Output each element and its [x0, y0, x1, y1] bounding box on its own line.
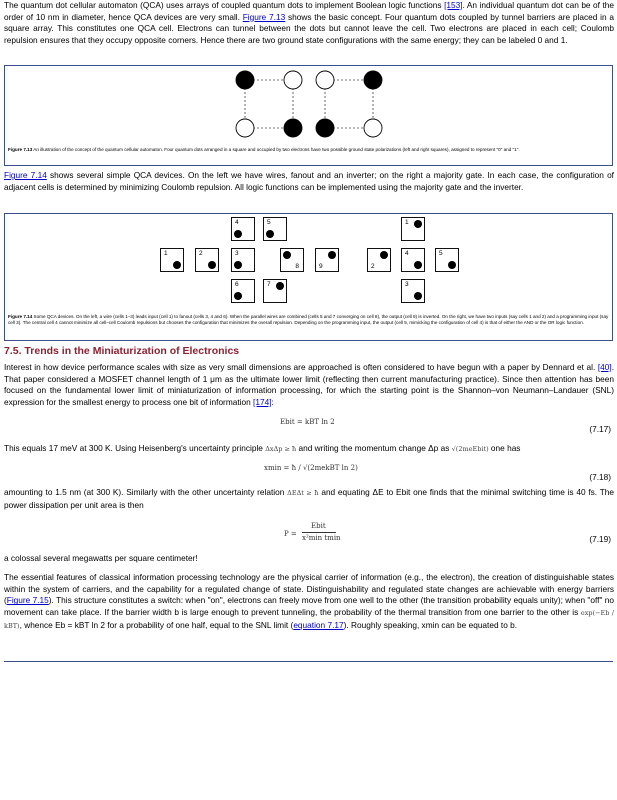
- paragraph-switching-time: amounting to 1.5 nm (at 300 K). Similarly with the other uncertainty relation ΔEΔt ≥ ħ and equating ΔE to Ebit one finds that the minimal switching time is 40 fs. The power dissipation per unit area is then: [4, 487, 614, 510]
- equation-expression: xmin = ħ / √(2mekBT ln 2): [264, 464, 358, 472]
- figure-7-14-link[interactable]: Figure 7.14: [4, 170, 47, 180]
- empty-dot: [236, 119, 254, 137]
- qca-cell: 1: [160, 248, 184, 272]
- empty-dot: [364, 119, 382, 137]
- qca-cell: 5: [435, 248, 459, 272]
- inline-formula: exp(−Eb / kBT): [4, 609, 615, 630]
- inline-formula: ΔxΔp ≥ ħ: [265, 445, 297, 453]
- qca-cell: 1: [401, 217, 425, 241]
- equation-number: (7.19): [589, 534, 611, 544]
- paragraph-miniaturization: Interest in how device performance scales with size as very small dimensions are approached is often considered to have begun with a paper by Dennard et al. [40]. That paper considered a MOSFET channel length of 1 μm as the ultimate lower limit (reflecting then current manufacturing practice). Since then attention has been focused on the fundamental lower limit of miniaturization of information processing, for which the starting point is the Shannon–von Neumann–Landauer (SNL) expression for the smallest energy to process one bit of information [174]:: [4, 362, 614, 408]
- qca-cell: 7: [263, 279, 287, 303]
- equation-number: (7.18): [589, 472, 611, 482]
- section-heading: 7.5. Trends in the Miniaturization of Electronics: [4, 345, 240, 357]
- electron-dot: [364, 71, 382, 89]
- qca-cell: 4: [401, 248, 425, 272]
- qca-cell: 6: [231, 279, 255, 303]
- equation-7-17: [4, 416, 614, 438]
- figure-7-13: [4, 65, 613, 166]
- qca-cell: 8: [280, 248, 304, 272]
- qca-cell: 4: [231, 217, 255, 241]
- figure-7-14: [4, 213, 613, 341]
- empty-dot: [316, 71, 334, 89]
- figure-7-14-caption: Figure 7.14 Some QCA devices. On the left, a wire (cells 1–3) leads input (cell 1) to fanout (cells 3, 4 and 6). When the parallel wires are combined (cells 5 and 7 converging on cell 8), the output (cell 9) is inverted. On the right, we have two inputs (say cells 1 and 2) and a programming input (say cell 3). The central cell 4 cannot minimize all cell–cell Coulomb repulsions but chooses the configuration that minimizes the overall repulsion. Depending on the programming input, the output (cell 5, mimicking the configuration of cell 4) is that of either the AND or the OR logic function.: [8, 314, 609, 326]
- equation-denominator: x²min tmin: [302, 534, 341, 542]
- equation-expression: Ebit = kBT ln 2: [280, 418, 335, 426]
- inline-formula: ΔEΔt ≥ ħ: [287, 489, 319, 497]
- figure-7-13-link[interactable]: Figure 7.13: [242, 11, 286, 22]
- equation-7-18: [4, 462, 614, 484]
- electron-dot: [236, 71, 254, 89]
- equation-7-19: [4, 520, 614, 550]
- figure-7-13-caption: Figure 7.13 An illustration of the concept of the quantum cellular automaton. Four quantum dots arranged in a square and occupied by two electrons have two possible ground state polarizations (left and right squares), assigned to represent "0" and "1".: [8, 147, 520, 152]
- qca-cell: 5: [263, 217, 287, 241]
- qca-cells-diagram: [5, 66, 614, 146]
- qca-cell: 3: [401, 279, 425, 303]
- paragraph-qca-intro: The quantum dot cellular automaton (QCA) uses arrays of coupled quantum dots to implement Boolean logic functions [153]. An individual quantum dot can be of the order of 10 nm in diameter, hence QCA devices are very small. Figure 7.13 shows the basic concept. Four quantum dots coupled by tunnel barriers are placed in a square array. This constitutes one QCA cell. Electrons can tunnel between the dots but cannot leave the cell. Two electrons are placed in each cell; Coulomb repulsion ensures that they occupy opposite corners. Hence there are two ground state configurations with the same energy; they can be labeled 0 and 1.: [4, 0, 614, 46]
- citation-link-174[interactable]: [174]: [253, 397, 272, 408]
- equation-numerator: Ebit: [311, 522, 326, 530]
- qca-cell: 2: [367, 248, 391, 272]
- qca-cell: 9: [315, 248, 339, 272]
- paragraph-heisenberg: This equals 17 meV at 300 K. Using Heisenberg's uncertainty principle ΔxΔp ≥ ħ and writing the momentum change Δp as √(2meEbit) one has: [4, 443, 521, 453]
- page-divider: [4, 661, 613, 662]
- fraction-bar: [302, 532, 336, 533]
- empty-dot: [284, 71, 302, 89]
- equation-7-17-link[interactable]: equation 7.17: [293, 619, 344, 630]
- paragraph-megawatts: a colossal several megawatts per square centimeter!: [4, 553, 198, 563]
- equation-lhs: P =: [284, 530, 297, 538]
- citation-link-153[interactable]: [153]: [444, 0, 463, 10]
- electron-dot: [316, 119, 334, 137]
- qca-cell: 2: [195, 248, 219, 272]
- citation-link-40[interactable]: [40]: [597, 362, 612, 372]
- paragraph-qca-devices: Figure 7.14 shows several simple QCA devices. On the left we have wires, fanout and an inverter; on the right a majority gate. In each case, the configuration of adjacent cells is determined by minimizing Coulomb repulsion. All logic functions can be implemented using the majority gate and the inverter.: [4, 170, 614, 192]
- figure-7-15-link[interactable]: Figure 7.15: [6, 595, 49, 606]
- equation-number: (7.17): [589, 424, 611, 434]
- inline-formula: √(2meEbit): [451, 445, 489, 453]
- paragraph-classical-processing: The essential features of classical information processing technology are the physical carrier of information (e.g., the electron), the creation of distinguishable states within the system of carriers, and the capability for a regulated change of state. Distinguishability and regulated state changes are achievable with energy barriers (Figure 7.15). This structure constitutes a switch: when "on", electrons can freely move from one well to the other (the transition probability equals unity); when "off" no movement can take place. If the barrier width b is large enough to prevent tunneling, the probability of the thermal transition from one barrier to the other is exp(−Eb / kBT), whence Eb = kBT ln 2 for a probability of one half, equal to the SNL limit (equation 7.17). Roughly speaking, xmin can be equated to b.: [4, 572, 615, 630]
- qca-cell: 3: [231, 248, 255, 272]
- electron-dot: [284, 119, 302, 137]
